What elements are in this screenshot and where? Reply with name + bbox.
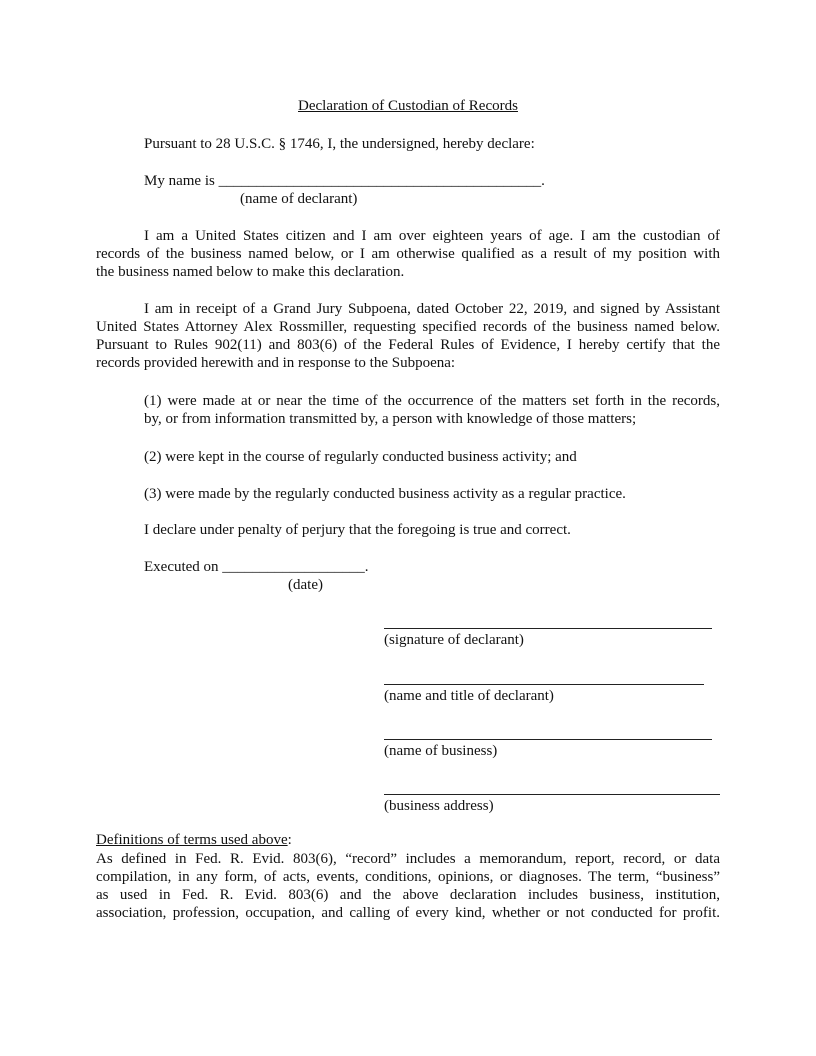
certification-item-2: (2) were kept in the course of regularly conducted business activity; and [144, 449, 577, 465]
signature-line [384, 628, 712, 629]
name-title-caption: (name and title of declarant) [384, 688, 554, 704]
definitions-heading [96, 831, 292, 849]
paragraph-line: United States Attorney Alex Rossmiller, requesting specified records of the business named below. [96, 319, 720, 335]
definitions-line: as used in Fed. R. Evid. 803(6) and the above declaration includes business, institution, [96, 887, 720, 903]
date-caption: (date) [288, 577, 323, 593]
definitions-line: compilation, in any form, of acts, events, conditions, opinions, or diagnoses. The term, “business” [96, 869, 720, 885]
document-title: Declaration of Custodian of Records [298, 98, 518, 114]
item-line: (1) were made at or near the time of the occurrence of the matters set forth in the records, [144, 393, 720, 409]
business-name-caption: (name of business) [384, 743, 498, 759]
paragraph-line: I am in receipt of a Grand Jury Subpoena, dated October 22, 2019, and signed by Assistant [144, 301, 720, 317]
paragraph-line: records of the business named below, or I am otherwise qualified as a result of my position with [96, 246, 720, 262]
definitions-heading-text: Definitions of terms used above [96, 832, 288, 848]
definitions-body [96, 850, 720, 922]
business-address-caption: (business address) [384, 798, 494, 814]
signature-caption: (signature of declarant) [384, 632, 524, 648]
name-title-line [384, 684, 704, 685]
paragraph-line: records provided herewith and in response to the Subpoena: [96, 355, 456, 371]
intro-text: Pursuant to 28 U.S.C. § 1746, I, the undersigned, hereby declare: [144, 136, 535, 152]
certification-item-3: (3) were made by the regularly conducted business activity as a regular practice. [144, 486, 626, 502]
paragraph-line: I am a United States citizen and I am over eighteen years of age. I am the custodian of [144, 228, 720, 244]
name-line: My name is ___________________________________________. [144, 173, 545, 189]
business-address-line [384, 794, 720, 795]
paragraph-citizen [96, 227, 720, 281]
definitions-line: association, profession, occupation, and calling of every kind, whether or not conducted for profit. [96, 905, 720, 921]
executed-on-line: Executed on ___________________. [144, 559, 369, 575]
definitions-heading-colon: : [287, 832, 292, 848]
item-line: by, or from information transmitted by, a person with knowledge of those matters; [144, 411, 637, 427]
paragraph-line: Pursuant to Rules 902(11) and 803(6) of the Federal Rules of Evidence, I hereby certify that the [96, 337, 720, 353]
penalty-statement: I declare under penalty of perjury that the foregoing is true and correct. [144, 522, 571, 538]
paragraph-subpoena [96, 300, 720, 372]
name-caption: (name of declarant) [240, 191, 358, 207]
paragraph-line: the business named below to make this declaration. [96, 264, 405, 280]
certification-item-1 [144, 392, 720, 428]
definitions-line: As defined in Fed. R. Evid. 803(6), “record” includes a memorandum, report, record, or data [96, 851, 720, 867]
business-name-line [384, 739, 712, 740]
